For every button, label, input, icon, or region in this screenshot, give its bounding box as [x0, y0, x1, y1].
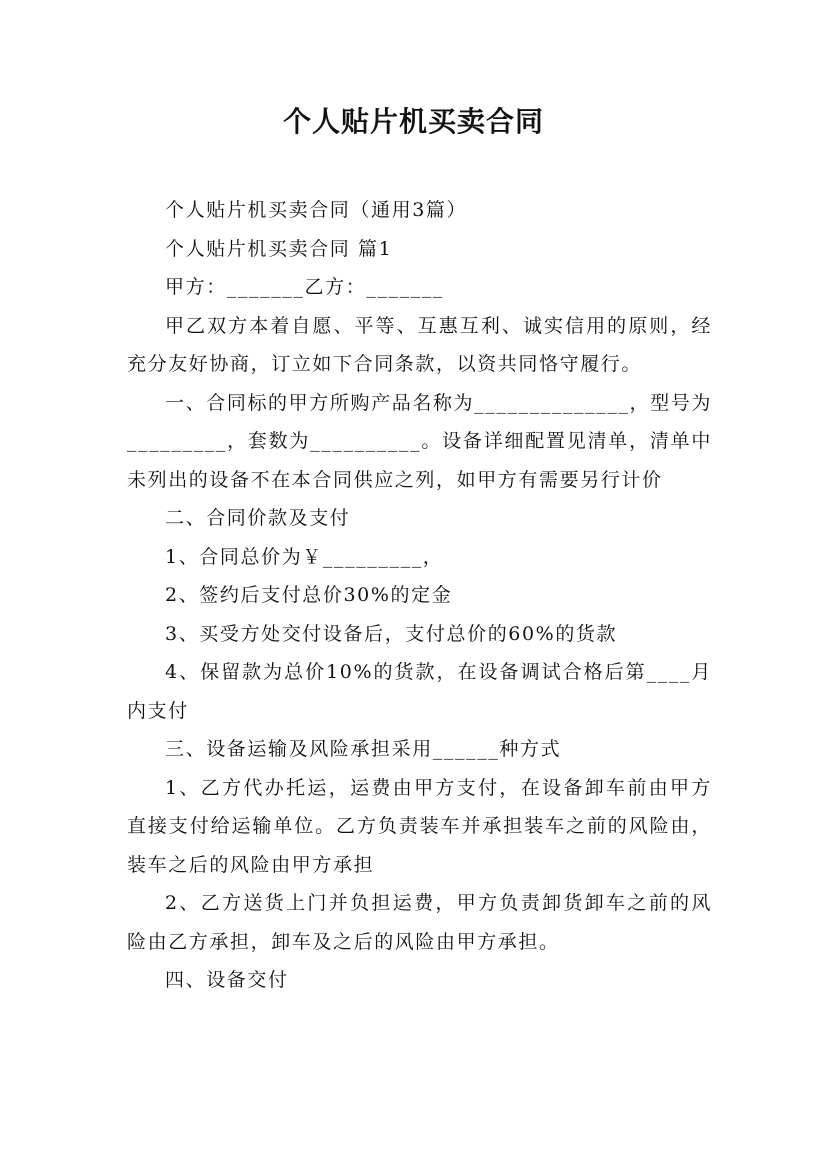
paragraph-subtitle: 个人贴片机买卖合同（通用3篇）: [165, 199, 468, 221]
document-body: [127, 191, 712, 1000]
paragraph-preamble: 甲乙双方本着自愿、平等、互惠互利、诚实信用的原则，经充分友好协商，订立如下合同条款，以资共同恪守履行。: [127, 314, 712, 375]
paragraph-section-heading: 个人贴片机买卖合同 篇1: [165, 237, 393, 260]
paragraph-clause-3-heading: 三、设备运输及风险承担采用______种方式: [165, 738, 562, 760]
paragraph-clause-1: 一、合同标的甲方所购产品名称为______________，型号为_________，套数为__________。设备详细配置见清单，清单中未列出的设备不在本合同供应之列，如甲方有需要另行计价: [127, 391, 712, 491]
document-title: 个人贴片机买卖合同: [282, 105, 544, 138]
paragraph-clause-2-item-3: 3、买受方处交付设备后，支付总价的60%的货款: [165, 622, 618, 645]
paragraph-clause-3-item-2: 2、乙方送货上门并负担运费，甲方负责卸货卸车之前的风险由乙方承担，卸车及之后的风险由甲方承担。: [127, 892, 712, 953]
paragraph-clause-2-item-1: 1、合同总价为￥_________，: [165, 545, 444, 568]
paragraph-clause-2-item-2: 2、签约后支付总价30%的定金: [165, 584, 453, 606]
paragraph-clause-4-heading: 四、设备交付: [165, 969, 289, 991]
paragraph-parties: 甲方：_______乙方：_______: [165, 276, 445, 298]
paragraph-clause-3-item-1: 1、乙方代办托运，运费由甲方支付，在设备卸车前由甲方直接支付给运输单位。乙方负责装车并承担装车之前的风险由，装车之后的风险由甲方承担: [127, 776, 712, 876]
paragraph-clause-2-heading: 二、合同价款及支付: [165, 507, 351, 529]
paragraph-clause-2-item-4: 4、保留款为总价10%的货款，在设备调试合格后第____月内支付: [127, 661, 712, 722]
